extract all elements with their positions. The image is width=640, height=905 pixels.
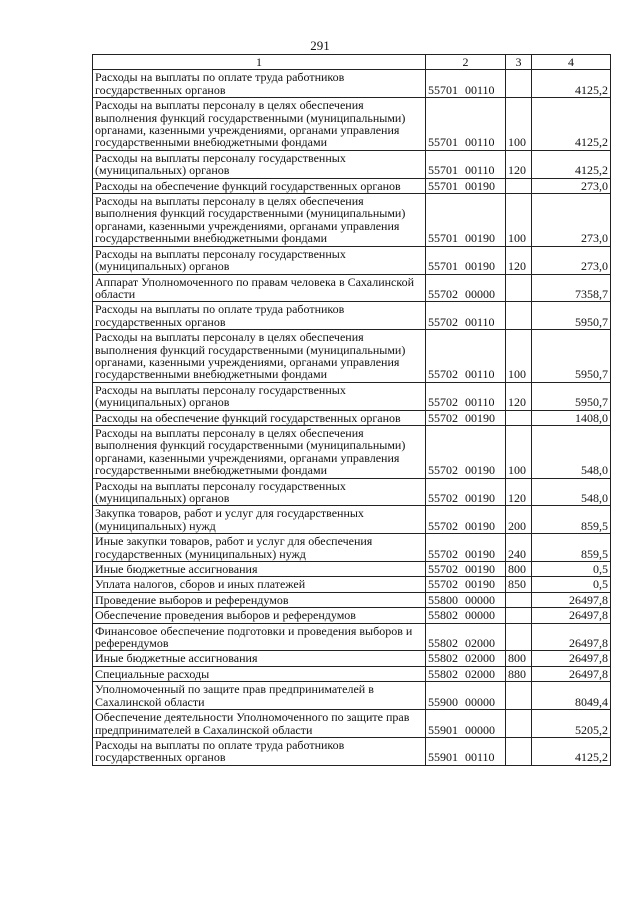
code-part-a: 55802	[428, 651, 458, 666]
row-kind-cell	[506, 737, 532, 765]
row-kind-cell: 120	[506, 382, 532, 410]
row-name-cell: Иные бюджетные ассигнования	[93, 562, 426, 577]
code-part-a: 55702	[428, 491, 458, 505]
code-part-a: 55702	[428, 546, 458, 561]
row-sum-cell: 5950,7	[532, 382, 611, 410]
table-row	[93, 150, 611, 178]
row-code-cell	[426, 70, 506, 98]
row-kind-cell: 200	[506, 506, 532, 534]
row-kind-cell	[506, 410, 532, 425]
row-kind-cell: 120	[506, 150, 532, 178]
row-sum-cell: 859,5	[532, 506, 611, 534]
code-part-b: 00000	[465, 694, 495, 709]
table-row	[93, 70, 611, 98]
row-sum-cell: 5950,7	[532, 302, 611, 330]
row-sum-cell: 4125,2	[532, 737, 611, 765]
row-code-cell	[426, 651, 506, 666]
code-part-a: 55702	[428, 395, 458, 410]
table-row	[93, 98, 611, 151]
table-row	[93, 478, 611, 506]
row-name-cell: Специальные расходы	[93, 666, 426, 681]
code-part-b: 00190	[465, 491, 495, 505]
row-sum-cell: 273,0	[532, 246, 611, 274]
code-part-b: 00190	[465, 178, 495, 193]
row-name-cell: Расходы на выплаты персоналу государственных (муниципальных) органов	[93, 478, 426, 506]
table-row	[93, 425, 611, 478]
code-part-a: 55702	[428, 367, 458, 382]
code-part-b: 00110	[465, 750, 495, 765]
code-part-a: 55701	[428, 82, 458, 97]
row-name-cell: Расходы на выплаты персоналу в целях обеспечения выполнения функций государственными (муниципальными) органами, казенными учреждениями, органами управления государственными внебюджетными фондами	[93, 98, 426, 151]
row-sum-cell: 548,0	[532, 478, 611, 506]
row-code-cell	[426, 710, 506, 738]
code-part-b: 02000	[465, 666, 495, 681]
row-code-cell	[426, 98, 506, 151]
row-kind-cell	[506, 710, 532, 738]
table-row	[93, 178, 611, 193]
table-row	[93, 710, 611, 738]
code-part-b: 00110	[465, 395, 495, 410]
row-sum-cell: 273,0	[532, 194, 611, 247]
row-kind-cell	[506, 178, 532, 193]
row-sum-cell: 26497,8	[532, 666, 611, 681]
row-code-cell	[426, 330, 506, 383]
row-kind-cell	[506, 623, 532, 651]
code-part-b: 00000	[465, 286, 495, 301]
row-code-cell	[426, 562, 506, 577]
row-code-cell	[426, 302, 506, 330]
budget-table	[92, 54, 611, 766]
table-row	[93, 666, 611, 681]
row-kind-cell: 100	[506, 425, 532, 478]
table-row	[93, 506, 611, 534]
row-kind-cell: 120	[506, 246, 532, 274]
code-part-a: 55901	[428, 750, 458, 765]
row-code-cell	[426, 410, 506, 425]
row-kind-cell: 100	[506, 98, 532, 151]
code-part-a: 55701	[428, 231, 458, 246]
row-sum-cell: 1408,0	[532, 410, 611, 425]
code-part-b: 00190	[465, 259, 495, 274]
row-code-cell	[426, 666, 506, 681]
row-code-cell	[426, 623, 506, 651]
code-part-a: 55702	[428, 577, 458, 592]
row-kind-cell: 240	[506, 534, 532, 562]
code-part-b: 00110	[465, 314, 495, 329]
row-name-cell: Расходы на выплаты по оплате труда работников государственных органов	[93, 302, 426, 330]
column-header: 2	[426, 55, 506, 70]
code-part-a: 55802	[428, 608, 458, 623]
row-kind-cell: 800	[506, 651, 532, 666]
row-sum-cell: 5205,2	[532, 710, 611, 738]
row-code-cell	[426, 534, 506, 562]
row-name-cell: Расходы на выплаты персоналу в целях обеспечения выполнения функций государственными (муниципальными) органами, казенными учреждениями, органами управления государственными внебюджетными фондами	[93, 194, 426, 247]
row-sum-cell: 0,5	[532, 562, 611, 577]
code-part-a: 55702	[428, 562, 458, 577]
table-row	[93, 534, 611, 562]
table-row	[93, 623, 611, 651]
code-part-a: 55702	[428, 463, 458, 478]
row-name-cell: Расходы на выплаты персоналу государственных (муниципальных) органов	[93, 246, 426, 274]
code-part-a: 55701	[428, 135, 458, 150]
row-sum-cell: 4125,2	[532, 150, 611, 178]
row-code-cell	[426, 425, 506, 478]
code-part-b: 02000	[465, 636, 495, 651]
code-part-b: 00190	[465, 518, 495, 533]
row-name-cell: Расходы на обеспечение функций государственных органов	[93, 410, 426, 425]
code-part-b: 00110	[465, 163, 495, 178]
row-sum-cell: 26497,8	[532, 651, 611, 666]
row-name-cell: Расходы на выплаты персоналу в целях обеспечения выполнения функций государственными (муниципальными) органами, казенными учреждениями, органами управления государственными внебюджетными фондами	[93, 330, 426, 383]
code-part-a: 55701	[428, 163, 458, 178]
code-part-a: 55901	[428, 722, 458, 737]
row-sum-cell: 26497,8	[532, 608, 611, 623]
row-kind-cell: 850	[506, 577, 532, 592]
code-part-b: 00190	[465, 562, 495, 577]
row-code-cell	[426, 682, 506, 710]
code-part-a: 55802	[428, 636, 458, 651]
table-row	[93, 194, 611, 247]
row-name-cell: Расходы на выплаты персоналу государственных (муниципальных) органов	[93, 382, 426, 410]
row-code-cell	[426, 274, 506, 302]
row-name-cell: Финансовое обеспечение подготовки и проведения выборов и референдумов	[93, 623, 426, 651]
row-kind-cell: 800	[506, 562, 532, 577]
row-name-cell: Расходы на выплаты персоналу в целях обеспечения выполнения функций государственными (муниципальными) органами, казенными учреждениями, органами управления государственными внебюджетными фондами	[93, 425, 426, 478]
row-kind-cell	[506, 682, 532, 710]
code-part-a: 55702	[428, 410, 458, 425]
row-name-cell: Аппарат Уполномоченного по правам человека в Сахалинской области	[93, 274, 426, 302]
page-number: 291	[310, 38, 330, 53]
row-name-cell: Иные закупки товаров, работ и услуг для обеспечения государственных (муниципальных) нужд	[93, 534, 426, 562]
table-row	[93, 682, 611, 710]
row-kind-cell	[506, 608, 532, 623]
code-part-b: 00190	[465, 463, 495, 478]
row-name-cell: Обеспечение деятельности Уполномоченного по защите прав предпринимателей в Сахалинской области	[93, 710, 426, 738]
table-row	[93, 382, 611, 410]
code-part-b: 00000	[465, 592, 495, 607]
code-part-a: 55701	[428, 178, 458, 193]
code-part-a: 55900	[428, 694, 458, 709]
row-name-cell: Проведение выборов и референдумов	[93, 592, 426, 607]
row-kind-cell: 100	[506, 330, 532, 383]
code-part-a: 55800	[428, 592, 458, 607]
code-part-a: 55702	[428, 518, 458, 533]
table-row	[93, 562, 611, 577]
row-sum-cell: 7358,7	[532, 274, 611, 302]
row-sum-cell: 26497,8	[532, 623, 611, 651]
row-name-cell: Расходы на выплаты по оплате труда работников государственных органов	[93, 70, 426, 98]
row-sum-cell: 273,0	[532, 178, 611, 193]
row-kind-cell	[506, 302, 532, 330]
row-name-cell: Обеспечение проведения выборов и референдумов	[93, 608, 426, 623]
row-kind-cell: 100	[506, 194, 532, 247]
row-code-cell	[426, 608, 506, 623]
code-part-a: 55701	[428, 259, 458, 274]
row-code-cell	[426, 577, 506, 592]
code-part-b: 00190	[465, 410, 495, 425]
table-header-row	[93, 55, 611, 70]
row-kind-cell	[506, 274, 532, 302]
row-kind-cell: 120	[506, 478, 532, 506]
code-part-b: 00110	[465, 82, 495, 97]
row-name-cell: Иные бюджетные ассигнования	[93, 651, 426, 666]
row-name-cell: Расходы на выплаты по оплате труда работников государственных органов	[93, 737, 426, 765]
row-code-cell	[426, 506, 506, 534]
row-sum-cell: 859,5	[532, 534, 611, 562]
table-row	[93, 330, 611, 383]
row-name-cell: Расходы на выплаты персоналу государственных (муниципальных) органов	[93, 150, 426, 178]
table-body	[93, 55, 611, 766]
row-code-cell	[426, 592, 506, 607]
code-part-a: 55702	[428, 286, 458, 301]
row-kind-cell: 880	[506, 666, 532, 681]
row-kind-cell	[506, 70, 532, 98]
table-row	[93, 246, 611, 274]
row-code-cell	[426, 737, 506, 765]
row-sum-cell: 548,0	[532, 425, 611, 478]
row-name-cell: Расходы на обеспечение функций государственных органов	[93, 178, 426, 193]
code-part-a: 55802	[428, 666, 458, 681]
row-code-cell	[426, 194, 506, 247]
column-header: 3	[506, 55, 532, 70]
code-part-b: 00110	[465, 367, 495, 382]
row-sum-cell: 4125,2	[532, 98, 611, 151]
table-row	[93, 302, 611, 330]
row-kind-cell	[506, 592, 532, 607]
row-code-cell	[426, 478, 506, 506]
row-sum-cell: 8049,4	[532, 682, 611, 710]
table-row	[93, 274, 611, 302]
row-name-cell: Уплата налогов, сборов и иных платежей	[93, 577, 426, 592]
table-row	[93, 592, 611, 607]
column-header: 4	[532, 55, 611, 70]
table-row	[93, 608, 611, 623]
code-part-b: 00190	[465, 546, 495, 561]
row-code-cell	[426, 246, 506, 274]
row-sum-cell: 4125,2	[532, 70, 611, 98]
code-part-b: 00190	[465, 577, 495, 592]
row-code-cell	[426, 382, 506, 410]
column-header: 1	[93, 55, 426, 70]
row-sum-cell: 5950,7	[532, 330, 611, 383]
row-code-cell	[426, 150, 506, 178]
code-part-b: 00000	[465, 722, 495, 737]
code-part-b: 02000	[465, 651, 495, 666]
code-part-b: 00190	[465, 231, 495, 246]
row-code-cell	[426, 178, 506, 193]
row-sum-cell: 26497,8	[532, 592, 611, 607]
table-row	[93, 577, 611, 592]
row-sum-cell: 0,5	[532, 577, 611, 592]
code-part-b: 00000	[465, 608, 495, 623]
code-part-a: 55702	[428, 314, 458, 329]
code-part-b: 00110	[465, 135, 495, 150]
table-row	[93, 410, 611, 425]
table-row	[93, 651, 611, 666]
table-row	[93, 737, 611, 765]
row-name-cell: Уполномоченный по защите прав предпринимателей в Сахалинской области	[93, 682, 426, 710]
row-name-cell: Закупка товаров, работ и услуг для государственных (муниципальных) нужд	[93, 506, 426, 534]
